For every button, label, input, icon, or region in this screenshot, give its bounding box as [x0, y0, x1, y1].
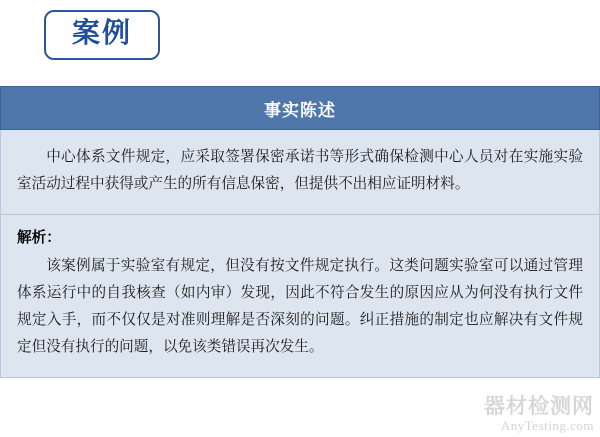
- table-row: [1, 130, 600, 215]
- statement-paragraph: 中心体系文件规定，应采取签署保密承诺书等形式确保检测中心人员对在实施实验室活动过程中获得或产生的所有信息保密，但提供不出相应证明材料。: [17, 149, 583, 192]
- table-row: [1, 215, 600, 378]
- statement-cell: [1, 130, 600, 215]
- watermark: [484, 395, 594, 433]
- watermark-en-text: AnyTesting.com: [500, 418, 594, 433]
- case-badge-box: [44, 10, 160, 60]
- case-badge-label: 案例: [72, 18, 133, 49]
- analysis-label: 解析：: [17, 230, 61, 246]
- analysis-paragraph: 该案例属于实验室有规定，但没有按文件规定执行。这类问题实验室可以通过管理体系运行中的自我核查（如内审）发现，因此不符合发生的原因应从为何没有执行文件规定入手，而不仅仅是对准则理解是否深刻的问题。纠正措施的制定也应解决有文件规定但没有执行的问题，以免该类错误再次发生。: [17, 258, 583, 355]
- table-header-cell: [1, 87, 600, 130]
- watermark-cn-text: 器材检测网: [484, 394, 594, 418]
- case-badge: [44, 10, 160, 60]
- case-table: [0, 86, 600, 378]
- table-header-row: [1, 87, 600, 130]
- table-header-title: 事实陈述: [264, 100, 336, 120]
- analysis-cell: [1, 215, 600, 378]
